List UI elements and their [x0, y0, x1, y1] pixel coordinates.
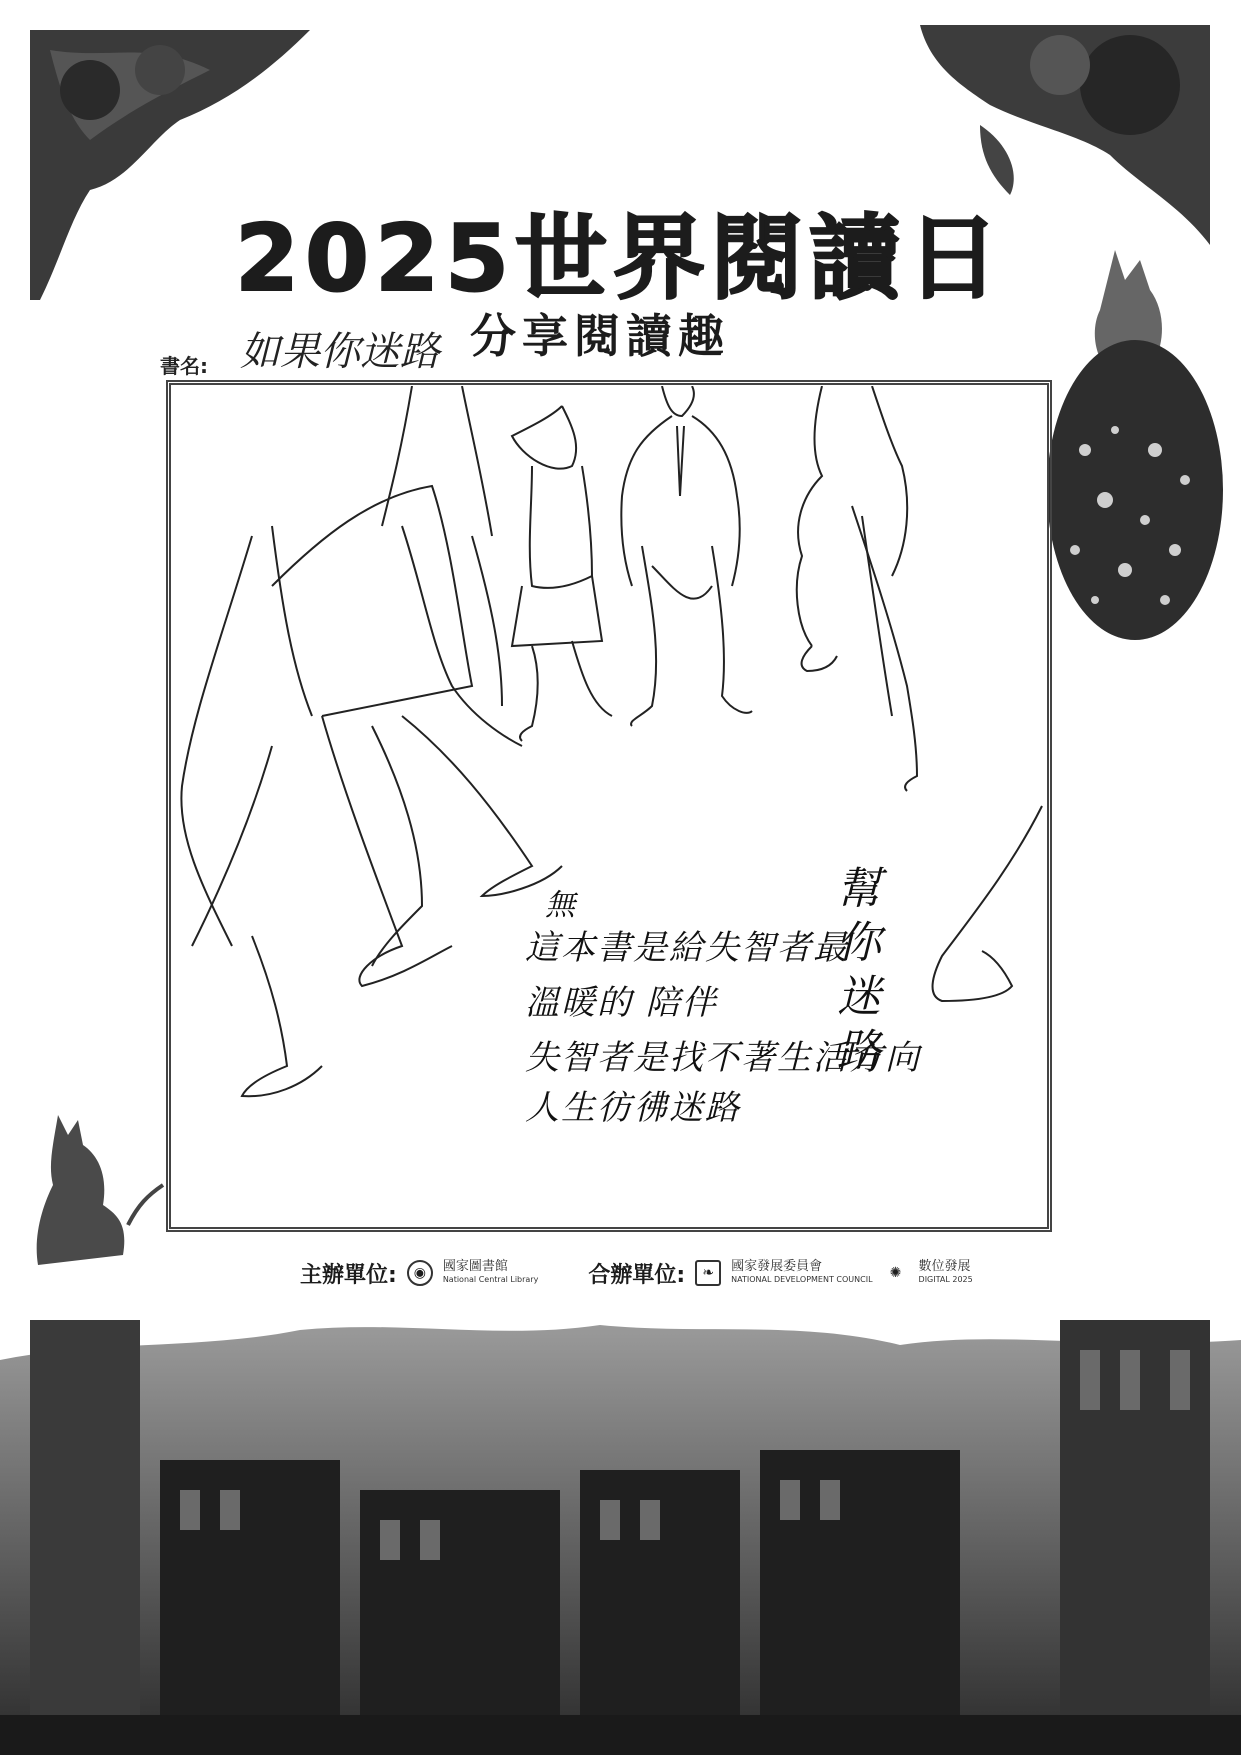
vertical-title-handwritten: 幫你迷路: [829, 865, 880, 1081]
co-organizer-logo-2-name: 數位發展: [918, 1259, 971, 1274]
co-organizer-logo-1: [731, 1260, 872, 1286]
co-organizer-logo-1-sub: NATIONAL DEVELOPMENT COUNCIL: [731, 1275, 873, 1284]
wolf-character-illustration: [1045, 250, 1225, 660]
book-name-handwritten: 如果你迷路: [240, 329, 440, 375]
organizer-logo: [443, 1260, 539, 1286]
organizer-logo-sub: National Central Library: [442, 1275, 539, 1284]
co-organizer-logo-1-name: 國家發展委員會: [731, 1259, 823, 1274]
poster-title: 2025世界閱讀日: [234, 205, 1006, 312]
note-line-3: 失智者是找不著生活方向: [525, 1038, 921, 1078]
sponsor-bar: [300, 1258, 973, 1288]
co-organizer-label: 合辦單位:: [588, 1262, 686, 1288]
note-line-1: 這本書是給失智者最: [525, 928, 849, 968]
organizer-label: 主辦單位:: [300, 1262, 397, 1288]
note-line-4: 人生彷彿迷路: [525, 1088, 741, 1128]
note-line-2: 溫暖的 陪伴: [525, 983, 718, 1023]
ndc-logo-icon: ❧: [695, 1260, 721, 1286]
organizer-logo-name: 國家圖書館: [442, 1259, 508, 1274]
note-mark: 無: [545, 888, 575, 923]
book-label: 書名:: [160, 354, 208, 378]
seal-icon: ◉: [407, 1260, 433, 1286]
city-landscape-illustration: [0, 1320, 1241, 1755]
deer-character-illustration: [28, 1115, 178, 1275]
co-organizer-logo-2: [919, 1260, 973, 1286]
co-organizer-logo-2-sub: DIGITAL 2025: [918, 1275, 973, 1284]
digital-logo-icon: ✺: [889, 1265, 902, 1281]
poster-subtitle: 分享閱讀趣: [470, 309, 730, 363]
